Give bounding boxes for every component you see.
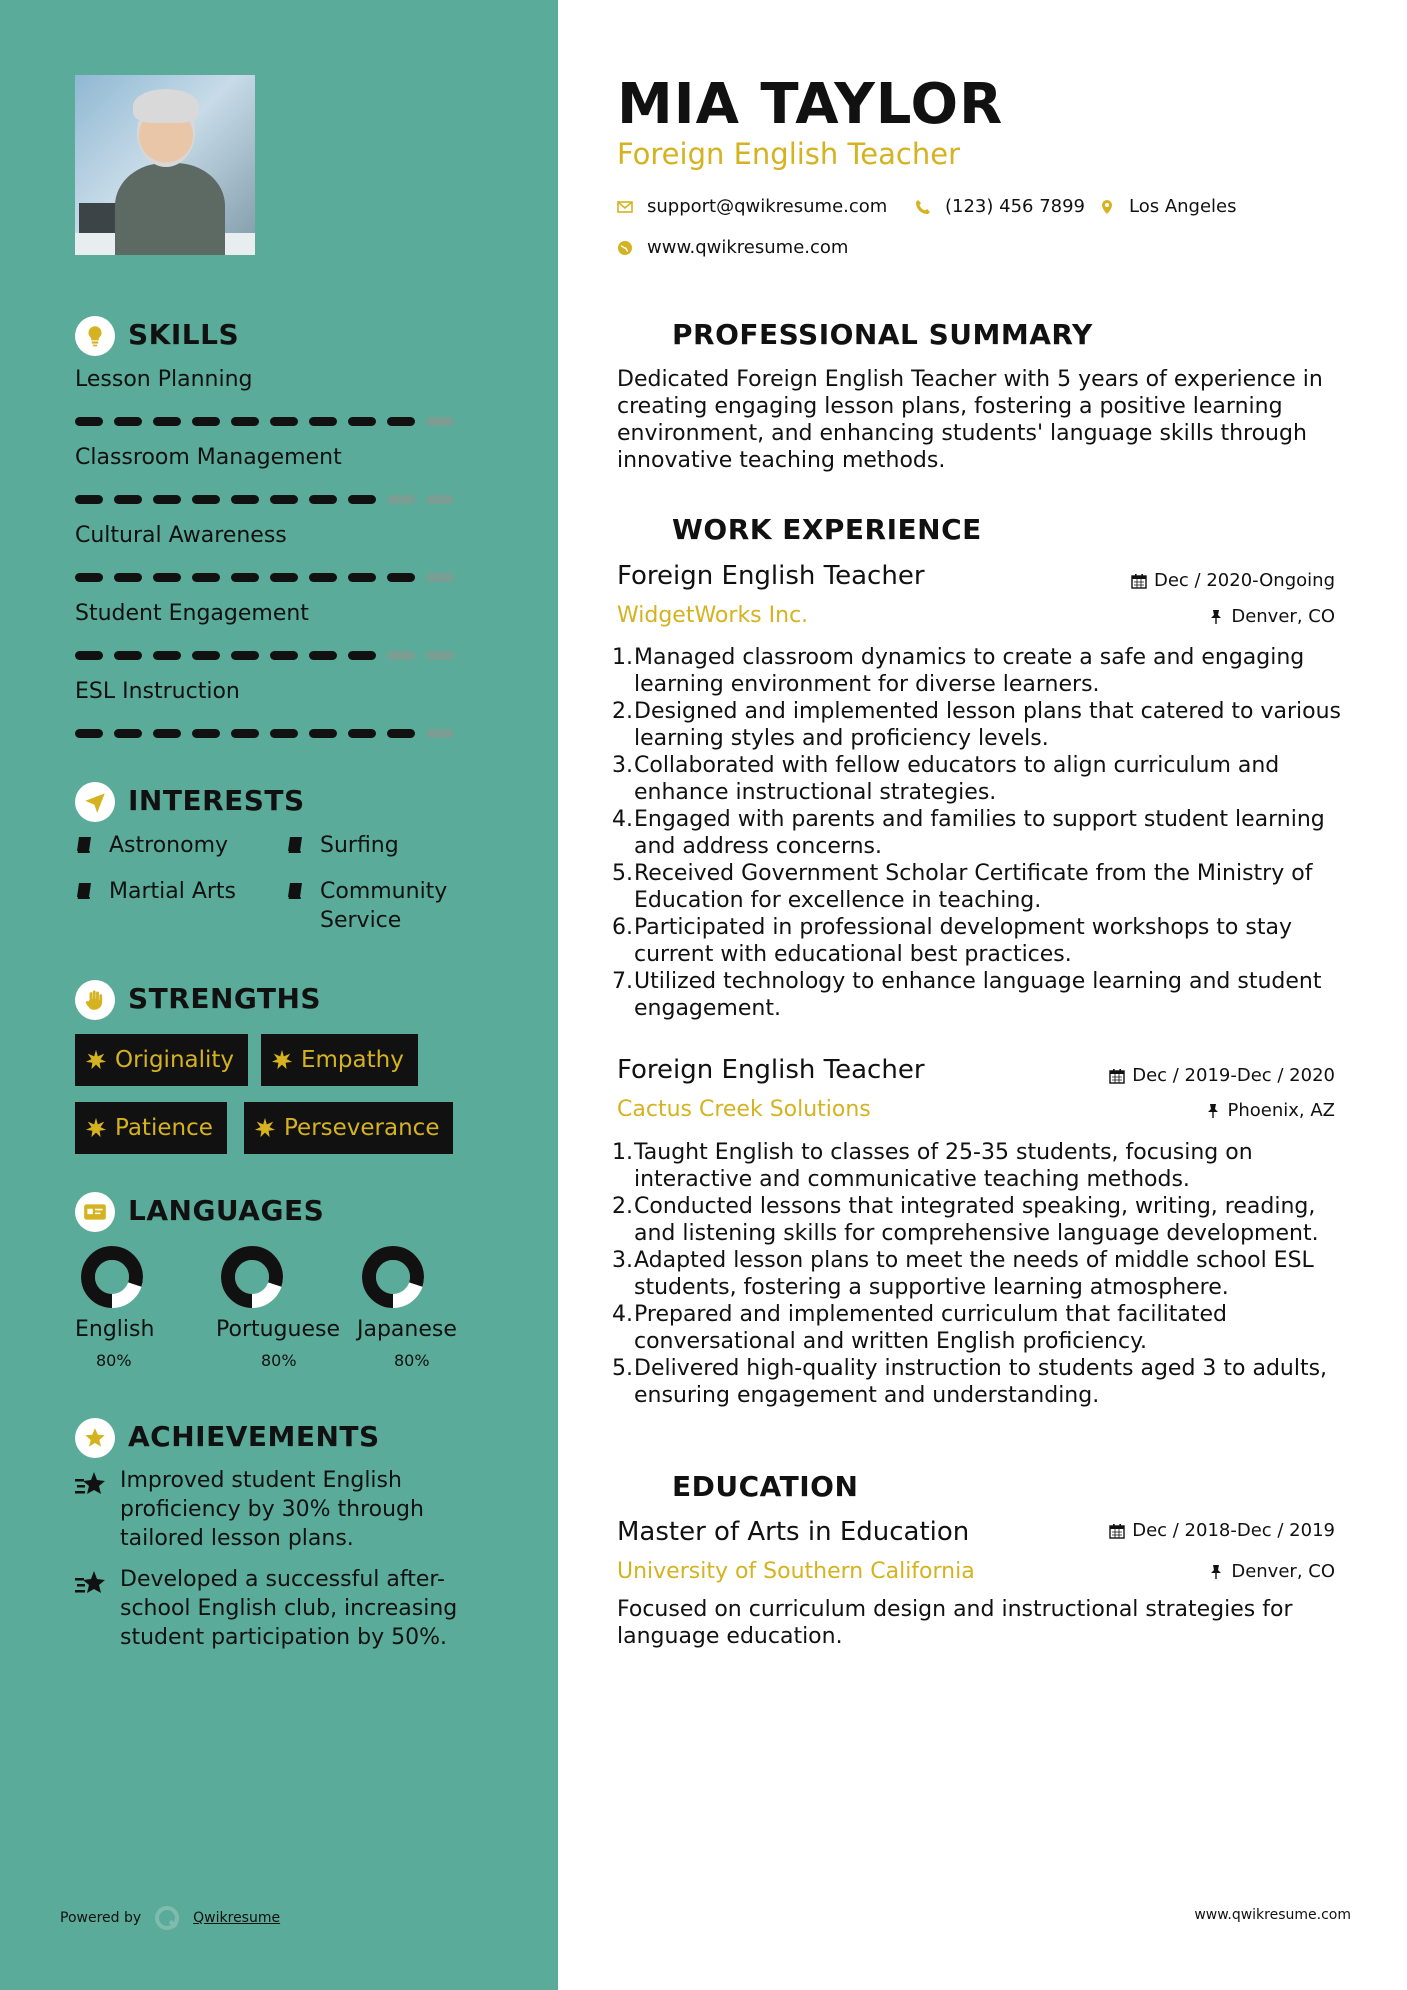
duty-item: Collaborated with fellow educators to align curriculum and enhance instructional strategies.	[634, 753, 1280, 805]
skill-level-segment	[309, 495, 337, 504]
paper-plane-icon	[75, 782, 115, 822]
job-title: Foreign English Teacher	[617, 1055, 925, 1085]
interest-item: Community Service	[286, 877, 447, 935]
sidebar	[0, 0, 558, 1990]
language-proficiency-donut	[80, 1245, 144, 1309]
skill-level-segment	[426, 651, 454, 660]
skill-level-segment	[270, 495, 298, 504]
duty-item: Participated in professional development workshops to stay current with educational best practices.	[634, 915, 1292, 967]
contact-location: Los Angeles	[1099, 196, 1237, 217]
strength-badge: Empathy	[261, 1034, 418, 1086]
website-link[interactable]: www.qwikresume.com	[647, 237, 849, 258]
language-proficiency-donut	[220, 1245, 284, 1309]
skill-name: Classroom Management	[75, 445, 342, 470]
language-percent: 80%	[394, 1351, 430, 1370]
skill-level-segment	[270, 729, 298, 738]
pushpin-icon	[1208, 609, 1224, 625]
book-icon	[286, 881, 306, 901]
footer-website[interactable]: www.qwikresume.com	[1194, 1907, 1351, 1923]
office-chair-icon	[617, 511, 657, 551]
interest-item: Surfing	[286, 831, 399, 860]
strength-badge: Perseverance	[244, 1102, 453, 1154]
job-duties	[634, 1139, 1354, 1409]
summary-text: Dedicated Foreign English Teacher with 5 years of experience in creating engaging lesson plans, fostering a positive learning environment, and enhancing students' language skills through innovative teaching methods.	[617, 367, 1323, 473]
skill-level-segment	[75, 729, 103, 738]
skill-level-segment	[153, 729, 181, 738]
language-name: Japanese	[357, 1317, 457, 1342]
skill-level-segment	[75, 573, 103, 582]
skill-level-segment	[309, 729, 337, 738]
powered-by: Powered by Qwikresume	[60, 1904, 280, 1932]
donut-hole	[237, 1262, 267, 1292]
skill-level-segment	[387, 573, 415, 582]
skill-level-segment	[309, 573, 337, 582]
job-dates: Dec / 2019-Dec / 2020	[1109, 1065, 1335, 1086]
book-icon	[75, 881, 95, 901]
skill-level-bar	[75, 495, 454, 504]
skill-level-segment	[309, 651, 337, 660]
company-name: WidgetWorks Inc.	[617, 603, 809, 628]
skill-level-segment	[192, 651, 220, 660]
skill-level-segment	[192, 573, 220, 582]
job-location: Denver, CO	[1208, 606, 1335, 627]
skill-level-segment	[387, 495, 415, 504]
calendar-icon	[1131, 573, 1147, 589]
skill-level-segment	[387, 651, 415, 660]
skill-name: ESL Instruction	[75, 679, 240, 704]
duty-item: Prepared and implemented curriculum that facilitated conversational and written English proficiency.	[634, 1302, 1227, 1354]
burst-icon	[254, 1117, 276, 1139]
company-name: Cactus Creek Solutions	[617, 1097, 871, 1122]
skill-name: Lesson Planning	[75, 367, 253, 392]
skill-level-segment	[231, 417, 259, 426]
skill-level-segment	[75, 651, 103, 660]
graduate-icon	[617, 1468, 657, 1508]
skill-level-segment	[153, 417, 181, 426]
education-description: Focused on curriculum design and instructional strategies for language education.	[617, 1597, 1293, 1649]
skill-level-segment	[348, 417, 376, 426]
interests-heading: INTERESTS	[128, 784, 305, 817]
calendar-icon	[1109, 1068, 1125, 1084]
achievement-item: Developed a successful after-school English club, increasing student participation by 50%.	[120, 1567, 458, 1650]
duty-item: Managed classroom dynamics to create a safe and engaging learning environment for diverse learners.	[634, 645, 1305, 697]
skill-level-segment	[114, 495, 142, 504]
duty-item: Engaged with parents and families to support student learning and address concerns.	[634, 807, 1325, 859]
education-location: Denver, CO	[1208, 1561, 1335, 1582]
skill-level-segment	[192, 729, 220, 738]
experience-heading: WORK EXPERIENCE	[672, 513, 982, 546]
id-card-icon	[75, 1192, 115, 1232]
skill-level-segment	[348, 495, 376, 504]
skills-heading: SKILLS	[128, 318, 240, 351]
skill-level-segment	[153, 495, 181, 504]
donut-hole	[97, 1262, 127, 1292]
qwikresume-logo-icon	[153, 1904, 181, 1932]
calendar-icon	[1109, 1523, 1125, 1539]
skill-level-segment	[426, 729, 454, 738]
skill-level-segment	[348, 573, 376, 582]
skill-level-segment	[231, 495, 259, 504]
interest-item: Martial Arts	[75, 877, 236, 906]
skill-level-segment	[75, 417, 103, 426]
duty-item: Designed and implemented lesson plans that catered to various learning styles and proficiency levels.	[634, 699, 1342, 751]
language-proficiency-donut	[361, 1245, 425, 1309]
skill-level-segment	[114, 417, 142, 426]
job-location: Phoenix, AZ	[1205, 1100, 1336, 1121]
user-icon	[617, 316, 657, 356]
skill-level-bar	[75, 729, 454, 738]
job-title: Foreign English Teacher	[617, 561, 925, 591]
burst-icon	[85, 1117, 107, 1139]
contact-phone: (123) 456 7899	[915, 196, 1085, 217]
envelope-icon	[617, 199, 633, 215]
trophy-star-icon	[75, 1569, 107, 1599]
education-dates: Dec / 2018-Dec / 2019	[1109, 1520, 1335, 1541]
lightbulb-icon	[75, 316, 115, 356]
job-role: Foreign English Teacher	[617, 137, 961, 171]
profile-photo	[75, 75, 255, 255]
skill-level-segment	[387, 729, 415, 738]
star-badge-icon	[75, 1418, 115, 1458]
skill-level-segment	[114, 729, 142, 738]
skill-level-bar	[75, 417, 454, 426]
contact-email	[617, 196, 887, 217]
skill-level-segment	[114, 651, 142, 660]
achievement-item: Improved student English proficiency by 30% through tailored lesson plans.	[120, 1468, 424, 1551]
duty-item: Received Government Scholar Certificate from the Ministry of Education for excellence in teaching.	[634, 861, 1313, 913]
duty-item: Taught English to classes of 25-35 students, focusing on interactive and communicative teaching methods.	[634, 1140, 1253, 1192]
burst-icon	[271, 1049, 293, 1071]
skill-name: Student Engagement	[75, 601, 309, 626]
duty-item: Adapted lesson plans to meet the needs of middle school ESL students, fostering a supportive learning atmosphere.	[634, 1248, 1314, 1300]
pushpin-icon	[1205, 1103, 1221, 1119]
book-icon	[286, 835, 306, 855]
skill-level-segment	[192, 495, 220, 504]
burst-icon	[85, 1049, 107, 1071]
strengths-heading: STRENGTHS	[128, 982, 322, 1015]
skill-level-segment	[270, 417, 298, 426]
skill-level-segment	[231, 651, 259, 660]
skill-level-bar	[75, 573, 454, 582]
skill-level-segment	[231, 573, 259, 582]
skill-level-segment	[270, 651, 298, 660]
skill-level-segment	[387, 417, 415, 426]
skill-level-segment	[270, 573, 298, 582]
skill-level-segment	[231, 729, 259, 738]
skill-level-segment	[426, 573, 454, 582]
skill-level-segment	[426, 417, 454, 426]
interest-item: Astronomy	[75, 831, 228, 860]
language-name: Portuguese	[216, 1317, 340, 1342]
skill-level-segment	[75, 495, 103, 504]
language-percent: 80%	[261, 1351, 297, 1370]
globe-icon	[617, 240, 633, 256]
skill-level-segment	[114, 573, 142, 582]
skill-name: Cultural Awareness	[75, 523, 287, 548]
languages-heading: LANGUAGES	[128, 1194, 325, 1227]
skill-level-segment	[348, 729, 376, 738]
email-link[interactable]: support@qwikresume.com	[647, 196, 888, 217]
skill-level-segment	[309, 417, 337, 426]
contact-website	[617, 237, 848, 258]
candidate-name: MIA TAYLOR	[617, 72, 1004, 137]
duty-item: Utilized technology to enhance language learning and student engagement.	[634, 969, 1322, 1021]
map-pin-icon	[1099, 199, 1115, 215]
education-heading: EDUCATION	[672, 1470, 859, 1503]
duty-item: Delivered high-quality instruction to students aged 3 to adults, ensuring engagement and understanding.	[634, 1356, 1328, 1408]
summary-heading: PROFESSIONAL SUMMARY	[672, 318, 1093, 351]
strength-badge: Originality	[75, 1034, 248, 1086]
achievements-heading: ACHIEVEMENTS	[128, 1420, 380, 1453]
trophy-star-icon	[75, 1470, 107, 1500]
phone-icon	[915, 199, 931, 215]
job-dates: Dec / 2020-Ongoing	[1131, 570, 1335, 591]
skill-level-bar	[75, 651, 454, 660]
pushpin-icon	[1208, 1564, 1224, 1580]
language-percent: 80%	[96, 1351, 132, 1370]
job-duties	[634, 644, 1354, 1022]
school-name: University of Southern California	[617, 1559, 975, 1584]
skill-level-segment	[192, 417, 220, 426]
skill-level-segment	[426, 495, 454, 504]
skill-level-segment	[348, 651, 376, 660]
hand-icon	[75, 980, 115, 1020]
strength-badge: Patience	[75, 1102, 227, 1154]
qwikresume-link[interactable]: Qwikresume	[193, 1910, 281, 1926]
duty-item: Conducted lessons that integrated speaking, writing, reading, and listening skills for comprehensive language development.	[634, 1194, 1319, 1246]
skill-level-segment	[153, 573, 181, 582]
book-icon	[75, 835, 95, 855]
degree-title: Master of Arts in Education	[617, 1517, 970, 1547]
language-name: English	[75, 1317, 155, 1342]
skill-level-segment	[153, 651, 181, 660]
donut-hole	[378, 1262, 408, 1292]
